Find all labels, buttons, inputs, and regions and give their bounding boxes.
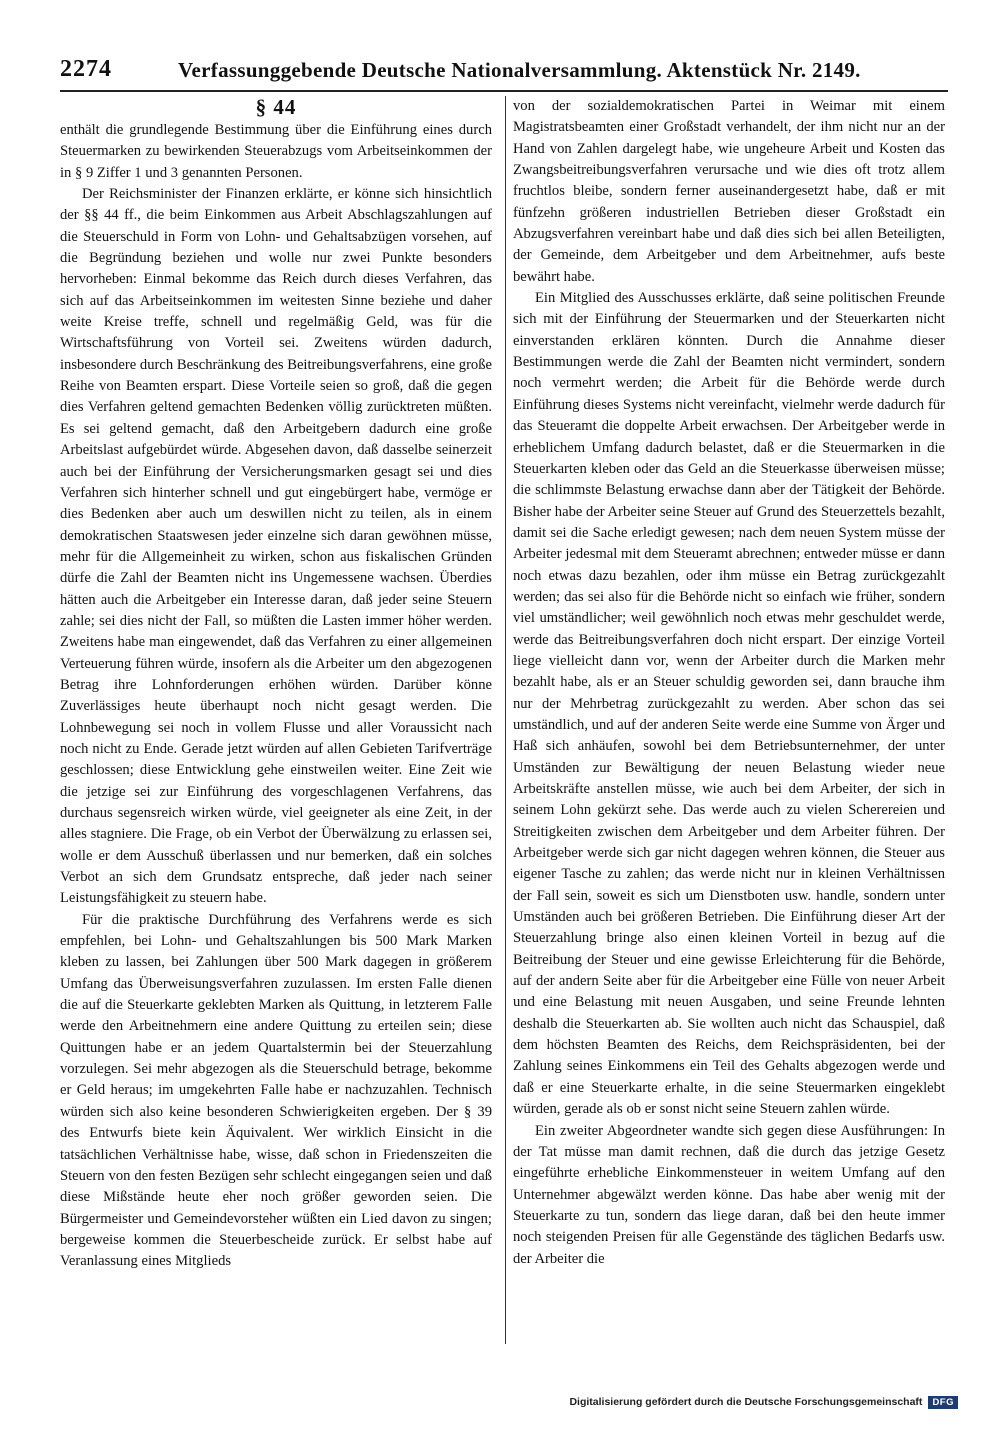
paragraph: Ein zweiter Abgeordneter wandte sich gegen diese Ausführungen: In der Tat müsse man damit rechnen, daß die durch das jetzige Gesetz eingeführte erhebliche Einkommensteuer in weitem Umfang auf den Unternehmer abgewälzt werden könne. Das habe aber wenig mit der Steuerkarte zu tun, sondern das liege daran, daß bei den heute immer noch steigenden Preisen für alle Gegenstände des täglichen Bedarfs usw. der Arbeiter die [513, 1122, 945, 1267]
left-column [60, 96, 492, 1346]
column-divider [505, 96, 506, 1344]
paragraph: Der Reichsminister der Finanzen erklärte, er könne sich hinsichtlich der §§ 44 ff., die beim Einkommen aus Arbeit Abschlagszahlungen auf die Steuerschuld in Form von Lohn- und Gehaltsabzügen vorsehen, auf die Begründung beziehen und wolle nur zwei Punkte besonders hervorheben: Einmal bekomme das Reich durch dieses Verfahren, das sich auf das Arbeitseinkommen im weitesten Sinne beziehe und daher weite Kreise treffe, schnell und regelmäßig Geld, was für die Wirtschaftsführung von Vorteil sei. Zweitens würden dadurch, insbesondere durch Beschränkung des Beitreibungsverfahrens, eine große Reihe von Beamten erspart. Diese Vorteile seien so groß, daß die gegen dies Verfahren geltend gemachten Bedenken völlig zurücktreten müßten. Es sei geltend gemacht, daß den Arbeitgebern dadurch eine große Arbeitslast aufgebürdet würde. Abgesehen davon, daß dasselbe seinerzeit auch bei der Einführung der Versicherungsmarken gesagt sei und dies Verfahren sich hinterher schnell und gut eingebürgert habe, vermöge er dies Bedenken aber auch um deswillen nicht zu teilen, als in einem demokratischen Staatswesen jeder einzelne sich daran gewöhnen müsse, mehr für die Allgemeinheit zu wirken, schon aus fiskalischen Gründen dürfe die Zahl der Beamten nicht ins Ungemessene wachsen. Überdies hätten auch die Arbeitgeber ein Interesse daran, daß jeder seine Steuern zahle; sei dies nicht der Fall, so müßten die Lasten immer höher werden. Zweitens habe man eingewendet, daß das Verfahren zu einer allgemeinen Verteuerung führen würde, insofern als die Arbeiter um den abgezogenen Betrag ihre Lohnforderungen erhöhen würden. Darüber könne Zuverlässiges heute überhaupt noch nicht gesagt werden. Die Lohnbewegung sei noch in vollem Flusse und aller Voraussicht nach noch nicht zu Ende. Gerade jetzt würden auf allen Gebieten Tarifverträge geschlossen; diese Entwicklung gehe einstweilen weiter. Eine Zeit wie die jetzige sei zur Einführung des vorgeschlagenen Verfahrens, das durchaus segensreich wirken würde, viel geeigneter als eine Zeit, in der alles stagniere. Die Frage, ob ein Verbot der Überwälzung zu erlassen sei, wolle er dem Ausschuß überlassen und nur bemerken, daß ein solches Verbot an sich dem Grundsatz entspreche, daß jeder nach seiner Leistungsfähigkeit zu steuern habe. [60, 186, 492, 907]
right-column [513, 96, 945, 1346]
running-title: Verfassunggebende Deutsche Nationalversammlung. Aktenstück Nr. 2149. [178, 58, 861, 82]
digitization-credit [569, 1393, 958, 1411]
paragraph: Für die praktische Durchführung des Verfahrens werde es sich empfehlen, bei Lohn- und Gehaltszahlungen bis 500 Mark Marken kleben zu lassen, bei Zahlungen über 500 Mark dagegen in größerem Umfang das Überweisungsverfahren zuzulassen. Im ersten Falle dienen die auf die Steuerkarte geklebten Marken als Quittung, in letzterem Falle werde den Arbeitnehmern eine andere Quittung zu erteilen sein; diese Quittungen habe er an jedem Quartalstermin bei der Steuerzahlung vorzulegen. Sei mehr abgezogen als die Steuerschuld betrage, bekomme er Geld heraus; im umgekehrten Falle habe er nachzuzahlen. Technisch würden sich also keine besonderen Schwierigkeiten ergeben. Der § 39 des Entwurfs biete kein Äquivalent. Wer wirklich Einsicht in die tatsächlichen Verhältnisse habe, wisse, daß schon in Friedenszeiten die Steuern von den festen Bezügen sehr schlecht eingegangen seien und daß diese Mißstände heute eher noch größer geworden seien. Die Bürgermeister und Gemeindevorsteher wüßten ein Lied davon zu singen; bergeweise kommen die Steuerbescheide zurück. Er selbst habe auf Veranlassung eines Mitglieds [60, 911, 492, 1270]
paragraph: Ein Mitglied des Ausschusses erklärte, daß seine politischen Freunde sich mit der Einführung der Steuermarken und der Steuerkarten nicht einverstanden erklären könnten. Durch die Annahme dieser Bestimmungen werde die Zahl der Beamten nicht vermindert, sondern noch vermehrt werden; die Arbeit für die Behörde werde durch Einführung dieses Systems nicht vereinfacht, vielmehr werde dadurch für das Steueramt die doppelte Arbeit erwachsen. Der Arbeitgeber werde in erheblichem Umfang dadurch belastet, daß er die Steuermarken in die Steuerkarten kleben oder das Geld an die Steuerkasse überweisen müsse; die schlimmste Belastung erwachse dann aber der Tätigkeit der Behörde. Bisher habe der Arbeiter seine Steuer auf Grund des Steuerzettels bezahlt, damit sei die Sache erledigt gewesen; nach dem neuen System müsse der Arbeiter jedesmal mit dem Steueramt abrechnen; entweder müsse er dann noch etwas dazu bezahlen, oder ihm müsse ein Betrag zurückgezahlt werden; das sei also für die Behörde nicht so einfach wie früher, sondern viel umständlicher; weil gewöhnlich noch etwas mehr geschuldet werde, werde das Beitreibungsverfahren doch nicht erspart. Der einzige Vorteil liege vielleicht dann vor, wenn der Arbeiter durch die Marken mehr bezahlt habe, als er an Steuer schuldig geworden sei, dann brauche ihm nur der Mehrbetrag zurückgezahlt zu werden. Aber schon das sei umständlich, und auf der anderen Seite werde eine Summe von Ärger und Haß sich anhäufen, sowohl bei dem Betriebsunternehmer, der unter Umständen zur Bewältigung der neuen Belastung wieder neue Arbeitskräfte anstellen müsse, wie auch bei dem Arbeiter, der sich in seinem Lohn gekürzt sehe. Das werde auch zu vielen Scherereien und Streitigkeiten zwischen dem Arbeitgeber und dem Arbeiter führen. Der Arbeitgeber werde sich gar nicht dagegen wehren können, die Steuer aus eigener Tasche zu zahlen; das werde nicht nur in kleinen Verhältnissen der Fall sein, soweit es sich um Dienstboten usw. handle, sondern unter Umständen auch bei größeren Betrieben. Die Einführung dieser Art der Steuerzahlung bringe also einen kleinen Vorteil in bezug auf die Beitreibung der Steuer und eine gewisse Erleichterung für die Behörde, auf der andern Seite aber für die Arbeitgeber eine Fülle von neuer Arbeit und eine Belastung mit neuen Ausgaben, und seine Freunde lehnten deshalb die Steuerkarten ab. Sie wollten auch nicht das Schauspiel, daß dem höchsten Beamten des Reichs, dem Reichspräsidenten, bei der Zahlung seines Einkommens ein Teil des Gehalts abgezogen werde und daß er eine Steuerkarte erhalte, in die seine Steuermarken eingeklebt würden, gerade als ob er sonst nicht seine Steuern zahlen würde. [513, 290, 945, 1118]
paragraph: von der sozialdemokratischen Partei in Weimar mit einem Magistratsbeamten einer Großstadt verhandelt, der ihm nicht nur an der Hand von Zahlen dargelegt habe, wie ungeheure Arbeit und Kosten das Zwangsbeitreibungsverfahren verursache und wie dies oft trotz allem fruchtlos bleibe, sondern ferner auseinandergesetzt habe, daß er mit fünfzehn größeren industriellen Betrieben dieser Großstadt ein Abzugsverfahren vereinbart habe und daß dies sich bei allen Beteiligten, der Gemeinde, dem Arbeitgeber und dem Arbeitnehmer, aufs beste bewährt habe. [513, 98, 945, 285]
paragraph: enthält die grundlegende Bestimmung über die Einführung eines durch Steuermarken zu bewirkenden Steuerabzugs vom Arbeitseinkommen der in § 9 Ziffer 1 und 3 genannten Personen. [60, 122, 492, 181]
header-rule [60, 90, 948, 92]
page-header [60, 56, 948, 86]
page-number: 2274 [60, 56, 112, 82]
section-heading: § 44 [255, 96, 297, 119]
dfg-logo: DFG [928, 1396, 958, 1409]
credit-text: Digitalisierung gefördert durch die Deutsche Forschungsgemeinschaft [569, 1396, 923, 1408]
